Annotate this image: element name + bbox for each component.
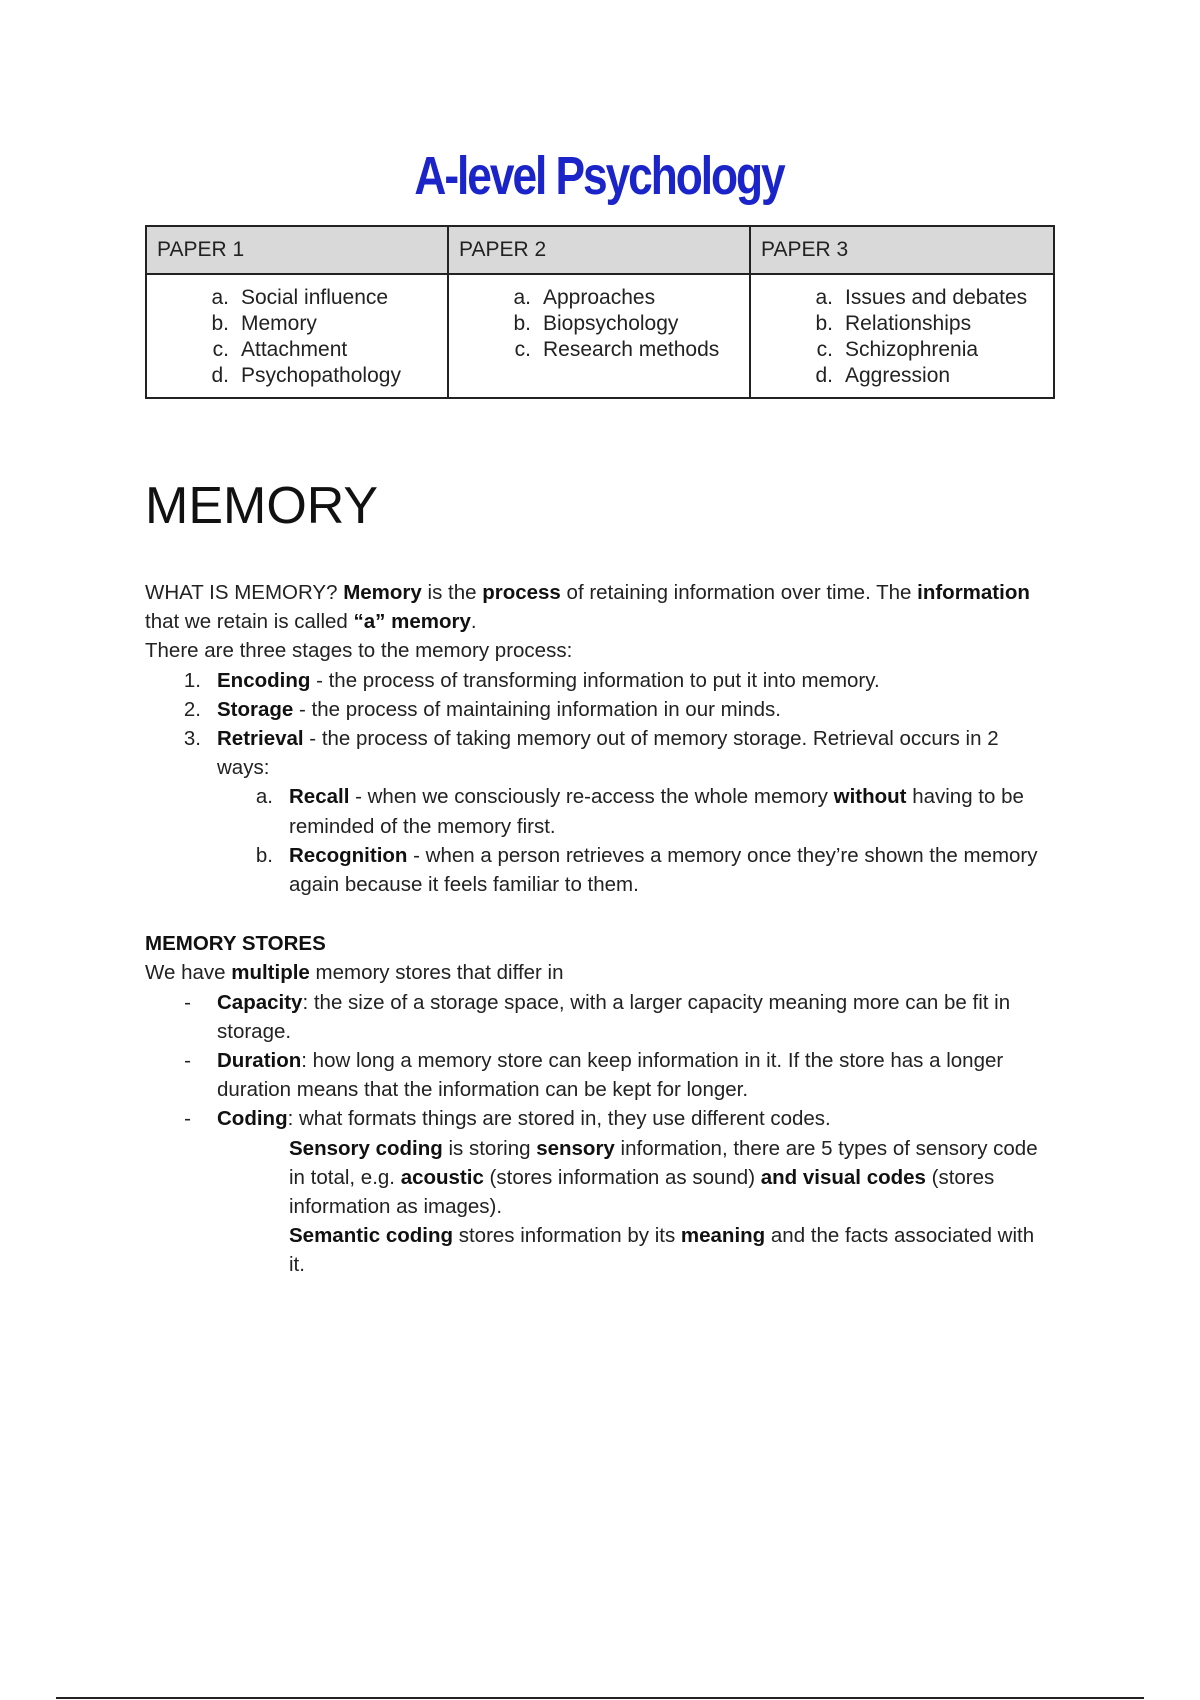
list-item: a. Approaches: [513, 286, 656, 309]
store-duration: - Duration: how long a memory store can keep information in it. If the store has a longer duration means that the information can be kept for longer.: [184, 1049, 1004, 1102]
list-item: c. Schizophrenia: [816, 338, 979, 361]
stage-encoding: 1. Encoding - the process of transforming information to put it into memory.: [183, 668, 880, 692]
paper-3-header: PAPER 3: [750, 226, 1054, 274]
memory-body: [145, 578, 1053, 1280]
memory-stores-heading: MEMORY STORES: [145, 932, 326, 956]
store-coding: - Coding: what formats things are stored in, they use different codes.: [184, 1107, 831, 1131]
sensory-coding-paragraph: Sensory coding is storing sensory information, there are 5 types of sensory code in total, e.g. acoustic (stores information as sound) and visual codes (stores information as images).: [289, 1136, 1038, 1219]
list-item: a. Social influence: [211, 286, 389, 309]
section-heading-memory: MEMORY: [145, 477, 379, 535]
list-item: d. Aggression: [815, 364, 951, 387]
list-item: c. Attachment: [212, 338, 348, 361]
list-item: b. Biopsychology: [513, 312, 679, 335]
paper-1-topics: [146, 274, 448, 398]
intro-paragraph: WHAT IS MEMORY? Memory is the process of retaining information over time. The information that we retain is called “a” memory.: [145, 581, 1030, 634]
retrieval-recognition: b. Recognition - when a person retrieves a memory once they’re shown the memory again because it feels familiar to them.: [255, 843, 1038, 897]
list-item: a. Issues and debates: [815, 286, 1028, 309]
papers-header-row: [146, 226, 1054, 274]
paper-2-header: PAPER 2: [448, 226, 750, 274]
paper-3-topics: [750, 274, 1054, 398]
stages-intro: There are three stages to the memory process:: [145, 639, 573, 663]
list-item: c. Research methods: [514, 338, 720, 361]
papers-topics-row: [146, 274, 1054, 398]
list-item: b. Memory: [211, 312, 317, 335]
paper-2-topics: [448, 274, 750, 398]
store-capacity: - Capacity: the size of a storage space, with a larger capacity meaning more can be fit in storage.: [184, 990, 1011, 1043]
document-title: A-level Psychology: [414, 146, 784, 206]
papers-table: [145, 225, 1055, 399]
paper-1-header: PAPER 1: [146, 226, 448, 274]
list-item: d. Psychopathology: [211, 364, 401, 387]
memory-stores-intro: We have multiple memory stores that differ in: [145, 961, 564, 985]
semantic-coding-paragraph: Semantic coding stores information by its meaning and the facts associated with it.: [289, 1224, 1035, 1277]
retrieval-recall: a. Recall - when we consciously re-access the whole memory without having to be reminded of the memory first.: [255, 785, 1024, 838]
stage-retrieval: 3. Retrieval - the process of taking memory out of memory storage. Retrieval occurs in 2 ways:: [183, 727, 999, 780]
page-bottom-divider: [56, 1697, 1144, 1699]
stage-storage: 2. Storage - the process of maintaining information in our minds.: [183, 697, 782, 721]
list-item: b. Relationships: [815, 312, 972, 335]
